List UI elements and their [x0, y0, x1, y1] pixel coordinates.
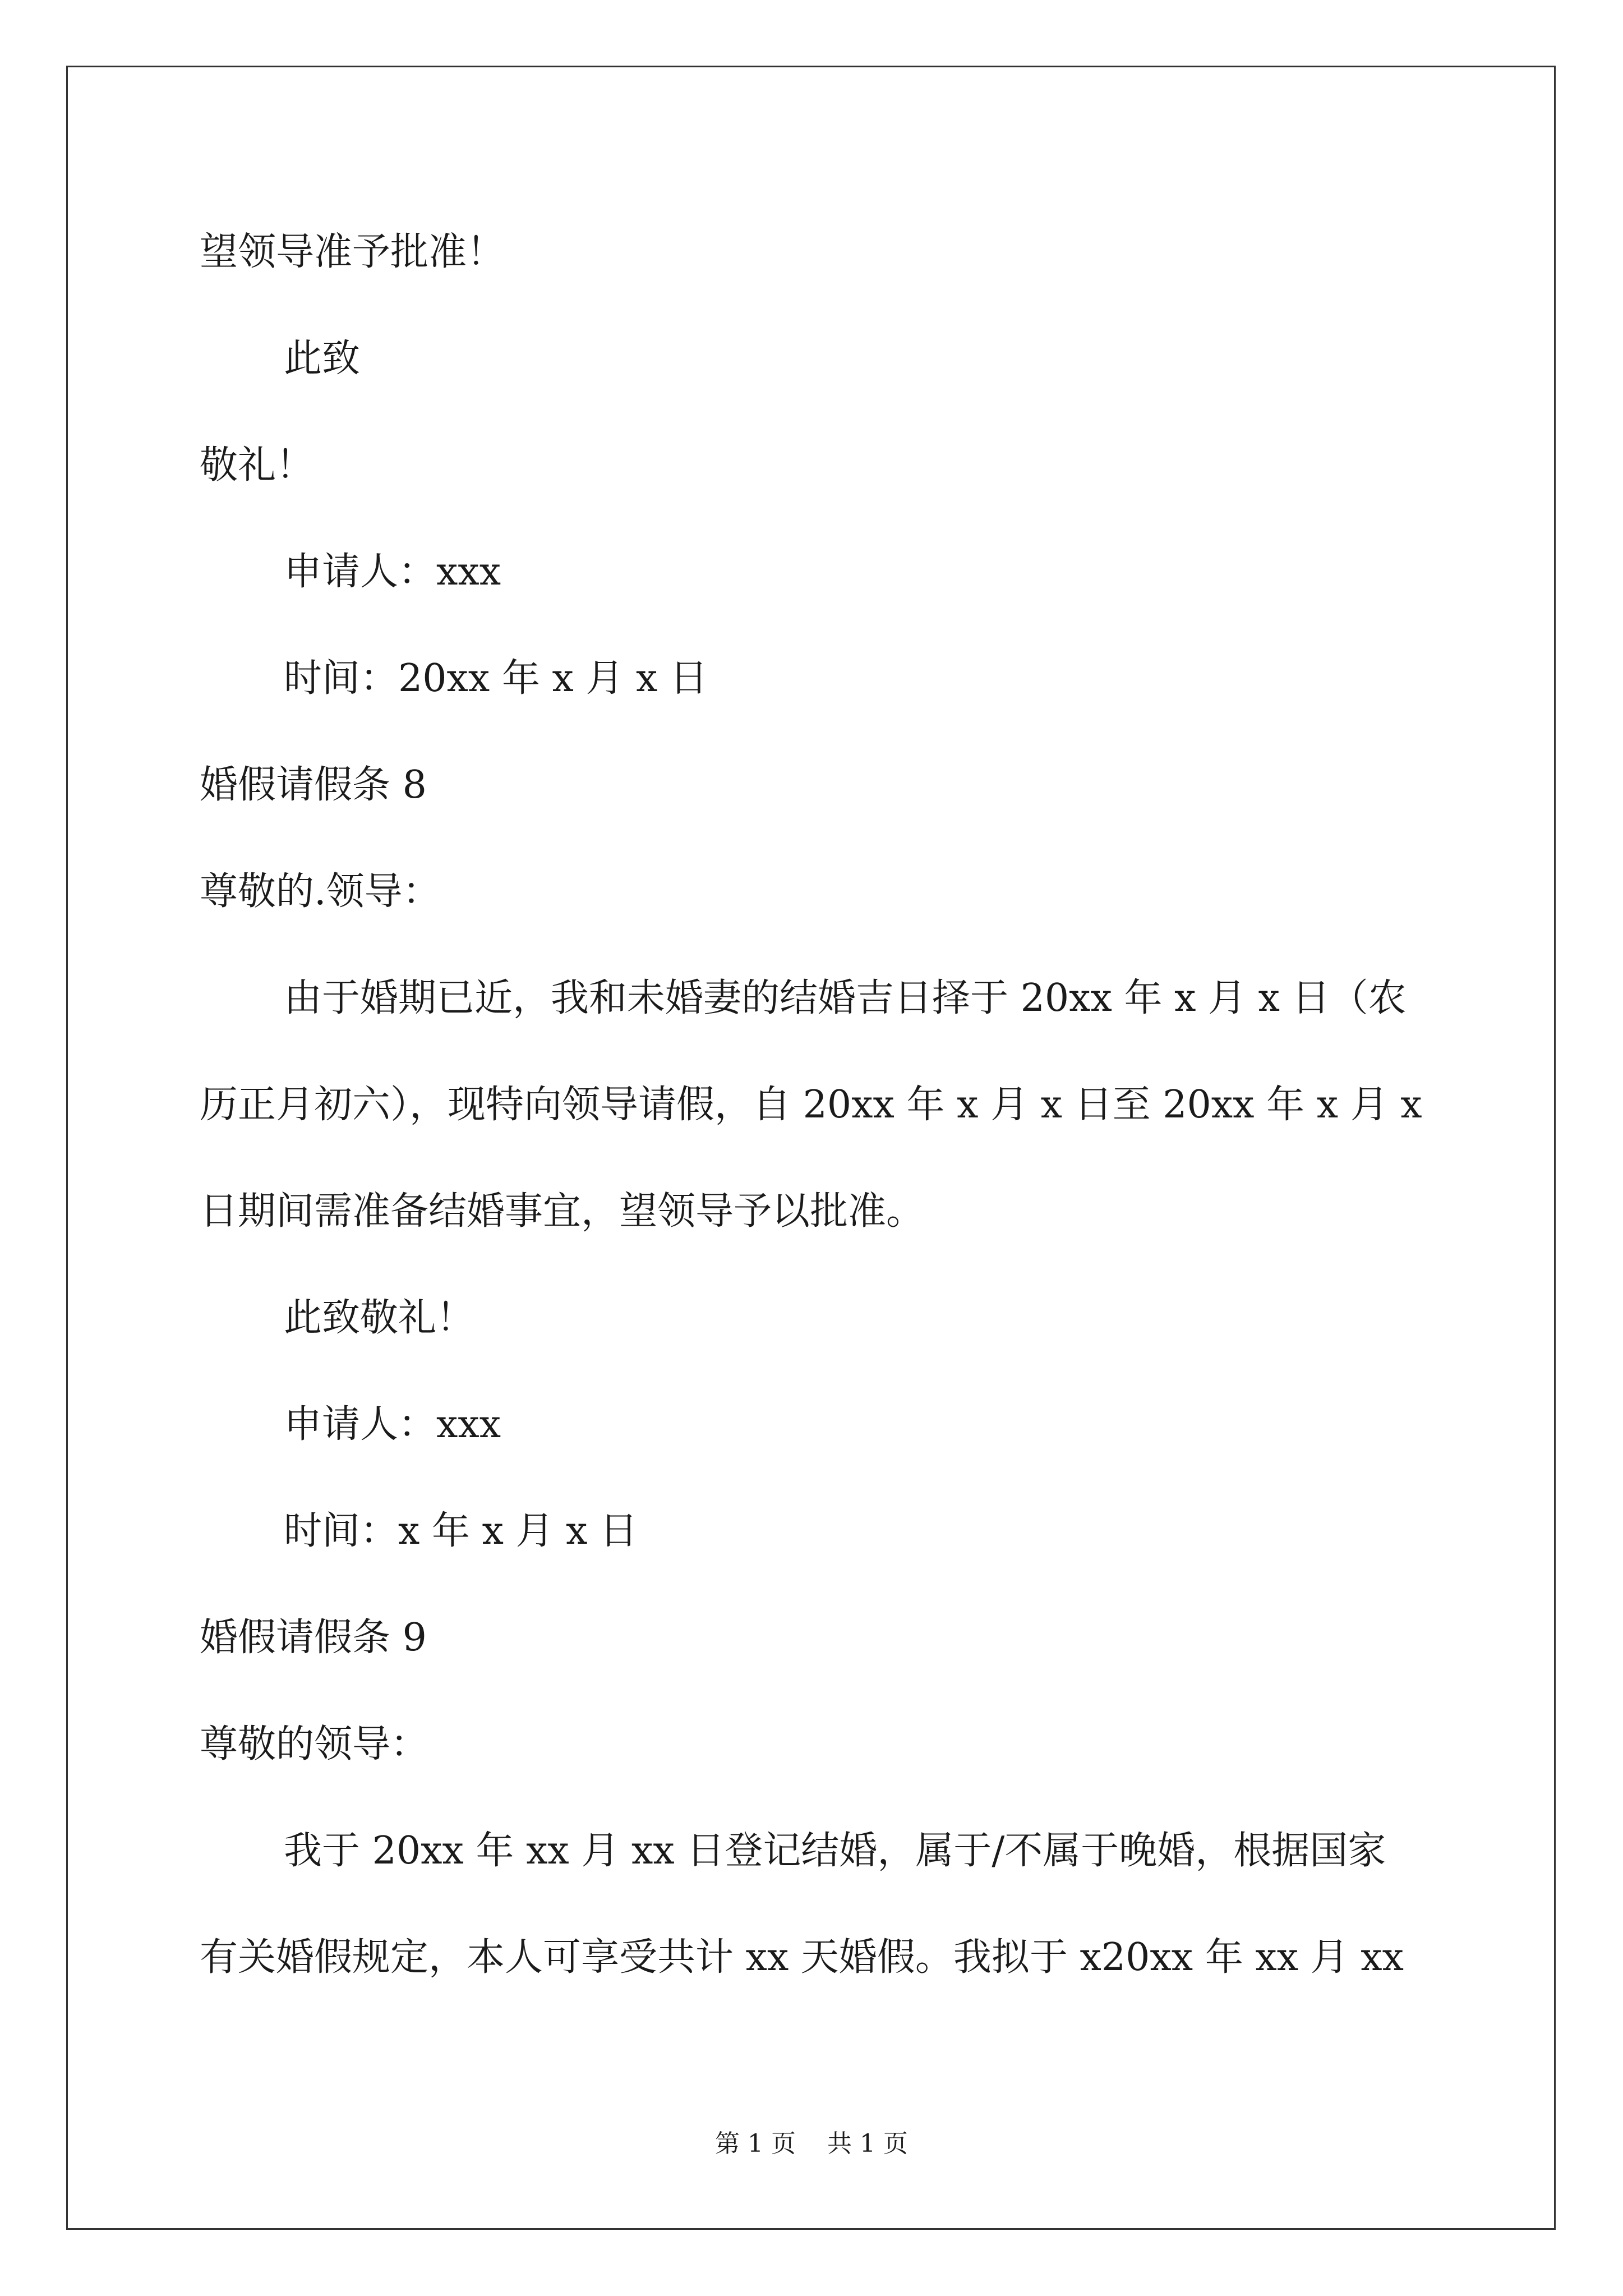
text-line-date: 时间：20xx 年 x 月 x 日: [284, 656, 708, 701]
section-heading-8: 婚假请假条 8: [200, 763, 427, 807]
page-number-footer: 第 1 页 共 1 页: [715, 2129, 908, 2158]
paragraph-line: 有关婚假规定，本人可享受共计 xx 天婚假。我拟于 x20xx 年 xx 月 xx: [200, 1935, 1404, 1980]
paragraph-line: 由于婚期已近，我和未婚妻的结婚吉日择于 20xx 年 x 月 x 日（农: [284, 976, 1407, 1020]
paragraph-line: 日期间需准备结婚事宜，望领导予以批准。: [200, 1189, 925, 1234]
text-line-date: 时间：x 年 x 月 x 日: [284, 1509, 638, 1553]
text-line-greeting: 尊敬的.领导：: [200, 869, 441, 914]
text-line-salutation-jingli: 敬礼！: [200, 443, 315, 487]
text-line-applicant: 申请人：xxx: [284, 1402, 501, 1447]
section-heading-9: 婚假请假条 9: [200, 1616, 427, 1660]
text-line-salutation: 此致敬礼！: [284, 1296, 475, 1340]
text-line-salutation-cizhi: 此致: [284, 337, 361, 381]
paragraph-line: 历正月初六），现特向领导请假，自 20xx 年 x 月 x 日至 20xx 年 x 月 x: [200, 1083, 1422, 1127]
text-line-applicant: 申请人：xxx: [284, 550, 501, 594]
text-line-closing-request: 望领导准予批准！: [200, 230, 505, 274]
paragraph-line: 我于 20xx 年 xx 月 xx 日登记结婚，属于/不属于晚婚，根据国家: [284, 1829, 1386, 1873]
text-line-greeting: 尊敬的领导：: [200, 1722, 429, 1766]
page-frame: [66, 66, 1556, 2230]
